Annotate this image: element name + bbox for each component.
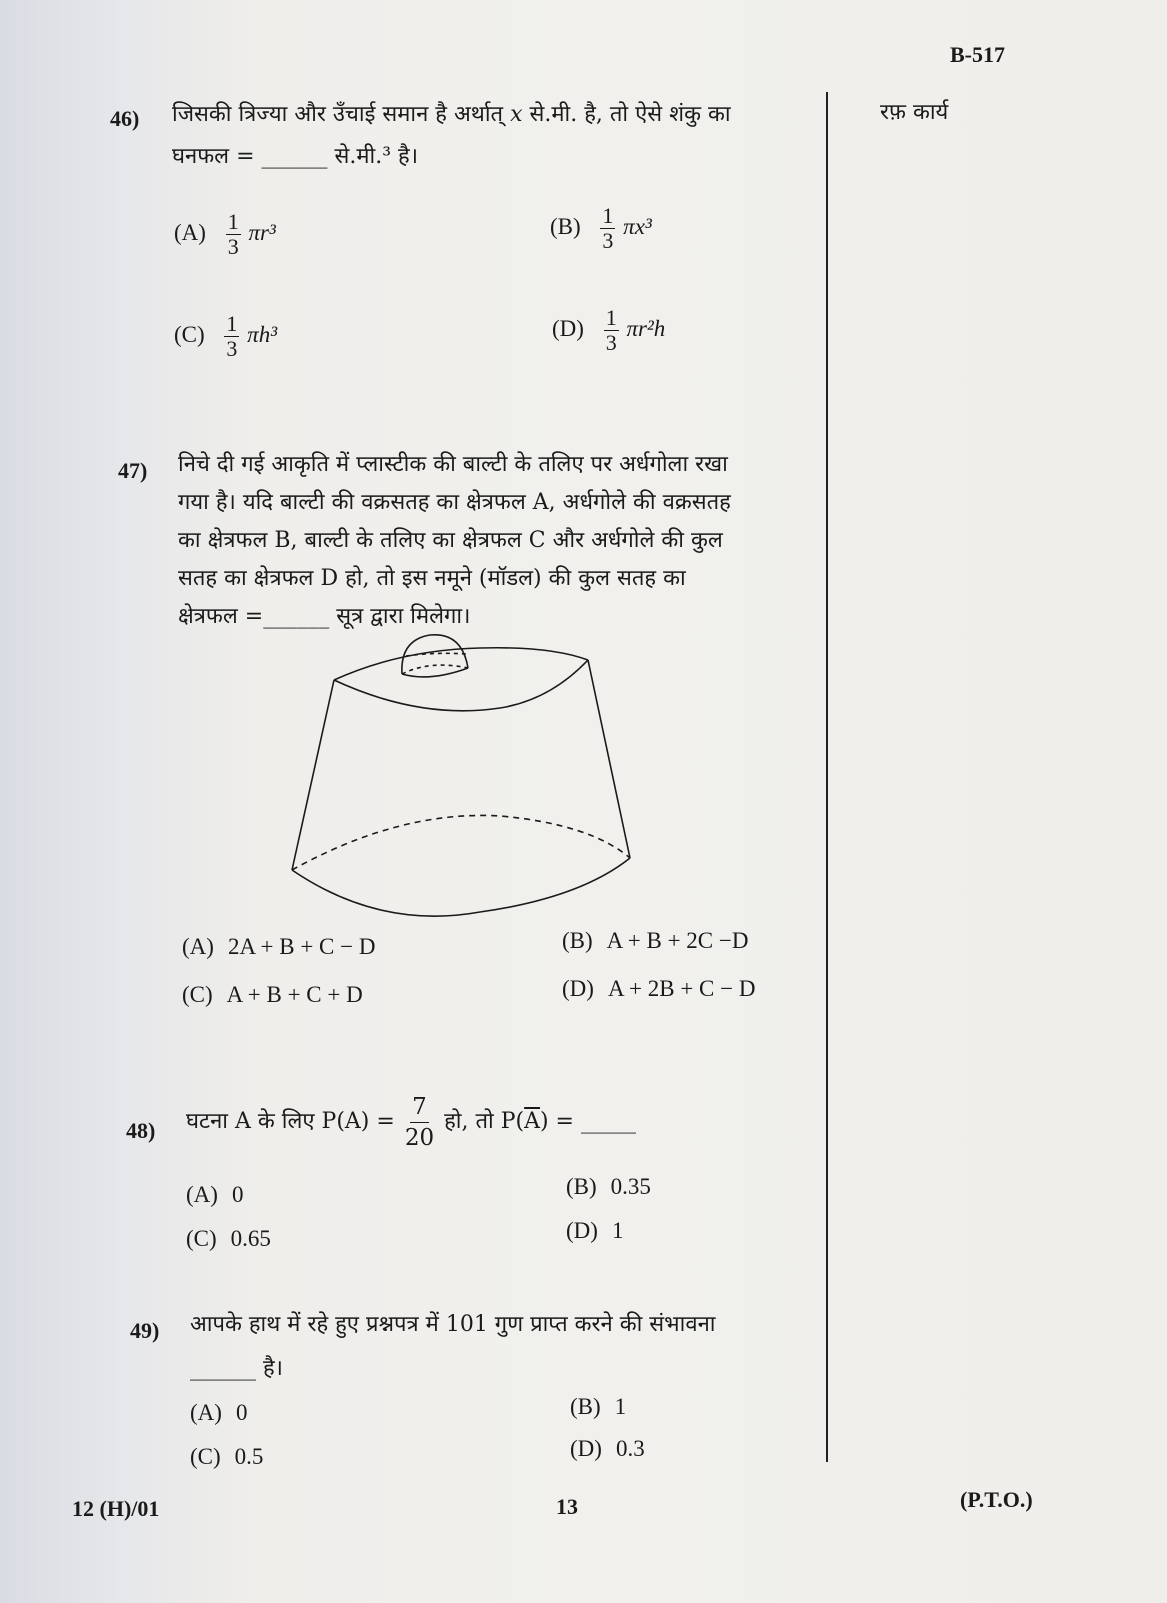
question-46-line-1 xyxy=(172,96,812,134)
fraction: $\frac{1}{3}$ xyxy=(605,305,617,355)
option-expression: πx³ xyxy=(623,213,652,239)
question-49-option-c xyxy=(190,1444,263,1470)
option-label: (B) xyxy=(570,1394,601,1419)
bucket-bottom-back-arc xyxy=(292,815,630,870)
footer-paper-ref: 12 (H)/01 xyxy=(72,1496,160,1521)
question-47-option-c xyxy=(182,982,363,1008)
hemisphere-dome xyxy=(402,635,468,674)
option-label: (A) xyxy=(174,219,206,245)
question-46-option-c xyxy=(174,312,277,361)
bucket-top-back-arc xyxy=(334,648,588,680)
question-47-line-1: निचे दी गई आकृति में प्लास्टीक की बाल्टी के तलिए पर अर्धगोला रखा xyxy=(178,452,728,477)
question-49-option-d xyxy=(570,1436,645,1462)
question-47-number: 47) xyxy=(118,458,148,483)
question-49-option-b xyxy=(570,1394,626,1420)
question-47-line-3: का क्षेत्रफल B, बाल्टी के तलिए का क्षेत्रफल C और अर्धगोले की कुल xyxy=(178,528,723,553)
option-label: (C) xyxy=(174,321,205,347)
probability-fraction: $\frac{7}{20}$ xyxy=(404,1093,435,1151)
option-label: (D) xyxy=(570,1436,602,1461)
option-value: 0.3 xyxy=(615,1436,645,1461)
bucket-hemisphere-figure xyxy=(280,630,640,930)
option-value: 0.5 xyxy=(234,1444,264,1469)
fraction: $\frac{1}{3}$ xyxy=(226,311,238,361)
question-48-text-end: ) = _____ xyxy=(539,1109,636,1134)
question-48-text-mid: हो, तो P( xyxy=(444,1109,525,1134)
question-47-line-4: सतह का क्षेत्रफल D हो, तो इस नमूने (मॉडल) की कुल सतह का xyxy=(178,566,686,591)
page-number: 13 xyxy=(556,1494,578,1519)
bucket-bottom-front-arc xyxy=(292,858,630,916)
hemisphere-base-back xyxy=(402,665,468,674)
question-47-line-5: क्षेत्रफल =______ सूत्र द्वारा मिलेगा। xyxy=(178,604,471,629)
option-value: 2A + B + C − D xyxy=(227,934,376,959)
question-46-text-start: जिसकी त्रिज्या और उँचाई समान है अर्थात् xyxy=(172,102,504,127)
bucket-left-side xyxy=(292,680,334,870)
question-49-line-2: ______ है। xyxy=(190,1356,284,1381)
option-label: (B) xyxy=(562,928,593,953)
option-label: (D) xyxy=(566,1218,598,1243)
question-46-text-end: से.मी. है, तो ऐसे शंकु का xyxy=(529,102,731,127)
please-turn-over: (P.T.O.) xyxy=(960,1487,1033,1512)
bucket-right-side xyxy=(588,660,630,858)
question-47-option-a xyxy=(182,934,375,960)
option-value: 0.35 xyxy=(610,1174,651,1199)
question-48-number: 48) xyxy=(126,1118,156,1143)
question-46-option-d xyxy=(552,306,665,355)
option-label: (A) xyxy=(186,1182,218,1207)
option-label: (A) xyxy=(190,1400,222,1425)
question-46-line-2: घनफल = ______ से.मी.³ है। xyxy=(172,144,419,169)
question-48-text-start: घटना A के लिए P(A) = xyxy=(186,1109,395,1134)
option-label: (A) xyxy=(182,934,214,959)
option-label: (C) xyxy=(182,982,213,1007)
paper-code: B-517 xyxy=(950,42,1005,67)
question-49-option-a xyxy=(190,1400,247,1426)
option-expression: πh³ xyxy=(247,321,278,347)
option-value: 0.65 xyxy=(230,1226,271,1251)
option-expression: πr³ xyxy=(248,219,276,245)
question-48-text xyxy=(186,1090,636,1154)
fraction: $\frac{1}{3}$ xyxy=(602,203,614,253)
option-label: (D) xyxy=(552,315,584,341)
question-46-option-b xyxy=(550,204,652,253)
option-value: 1 xyxy=(614,1394,627,1419)
question-47-option-b xyxy=(562,928,748,954)
option-expression: πr²h xyxy=(626,315,666,341)
option-value: A + B + C + D xyxy=(226,982,363,1007)
question-49-number: 49) xyxy=(130,1318,160,1343)
question-48-option-d xyxy=(566,1218,623,1244)
rough-work-label: रफ़ कार्य xyxy=(880,100,949,125)
question-46-option-a xyxy=(174,210,276,259)
column-divider xyxy=(826,92,828,1462)
option-value: 0 xyxy=(235,1400,248,1425)
hemisphere-dashed-line xyxy=(406,653,466,656)
question-46-var-x: x xyxy=(510,102,523,127)
option-label: (B) xyxy=(550,213,581,239)
question-47-line-2: गया है। यदि बाल्टी की वक्रसतह का क्षेत्रफल A, अर्धगोले की वक्रसतह xyxy=(178,490,731,515)
question-48-option-a xyxy=(186,1182,243,1208)
question-46-number: 46) xyxy=(110,106,140,131)
option-label: (C) xyxy=(186,1226,217,1251)
question-48-option-c xyxy=(186,1226,271,1252)
bucket-top-front-arc xyxy=(334,660,588,711)
option-label: (B) xyxy=(566,1174,597,1199)
option-value: A + 2B + C − D xyxy=(607,976,756,1001)
question-47-option-d xyxy=(562,976,755,1002)
question-47-text xyxy=(178,446,818,636)
question-49-line-1: आपके हाथ में रहे हुए प्रश्नपत्र में 101 गुण प्राप्त करने की संभावना xyxy=(190,1312,716,1337)
option-label: (C) xyxy=(190,1444,221,1469)
fraction: $\frac{1}{3}$ xyxy=(227,209,239,259)
a-complement: $\overline{A}$ xyxy=(524,1109,540,1134)
question-48-option-b xyxy=(566,1174,651,1200)
option-label: (D) xyxy=(562,976,594,1001)
option-value: A + B + 2C −D xyxy=(606,928,749,953)
option-value: 1 xyxy=(611,1218,624,1243)
option-value: 0 xyxy=(231,1182,244,1207)
